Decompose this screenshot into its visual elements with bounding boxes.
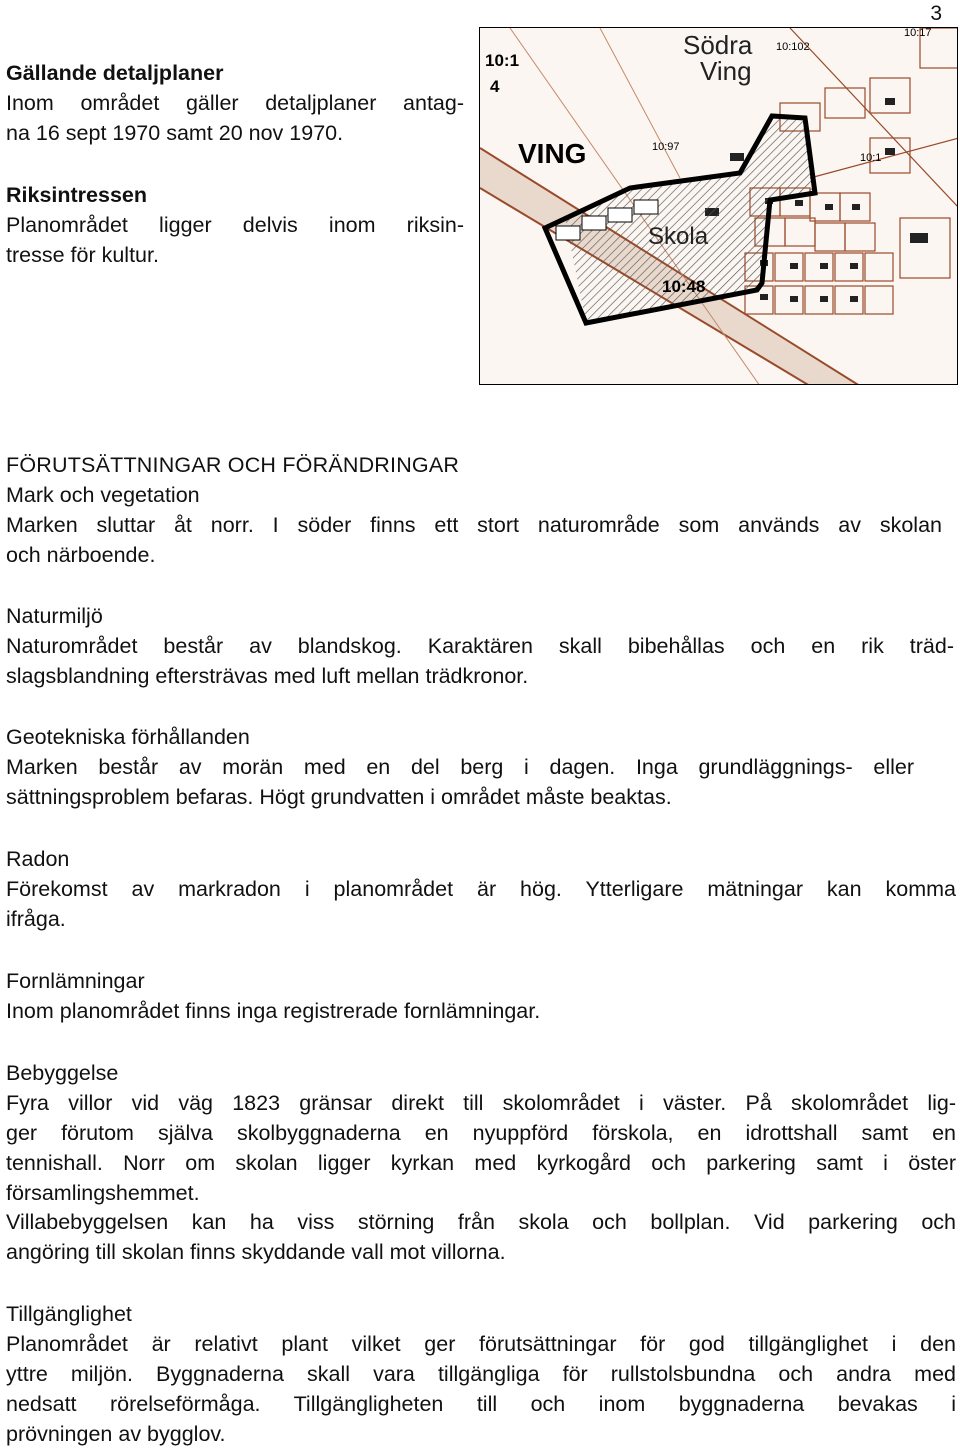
geoteknik-line: sättningsproblem befaras. Högt grundvatten i området måste beaktas.	[6, 785, 672, 809]
plan-map	[479, 27, 958, 385]
heading-detaljplaner: Gällande detaljplaner	[6, 61, 224, 85]
map-label-skola: Skola	[648, 223, 709, 250]
tillganglighet-line: prövningen av bygglov.	[6, 1422, 226, 1446]
bebyggelse-line: ger förutom själva skolbyggnaderna en nyuppförd förskola, en idrottshall samt en	[6, 1121, 956, 1145]
map-label-1048: 10:48	[662, 277, 706, 296]
map-label-101: 10:1	[485, 51, 520, 70]
tillganglighet-line: nedsatt rörelseförmåga. Tillgängligheten till och inom byggnaderna bevakas i	[6, 1392, 956, 1416]
bebyggelse-line: Villabebyggelsen kan ha viss störning från skola och bollplan. Vid parkering och	[6, 1210, 956, 1234]
geoteknik-line: Marken består av morän med en del berg i dagen. Inga grundläggnings- eller	[6, 755, 914, 779]
heading-mark: Mark och vegetation	[6, 483, 200, 507]
bebyggelse-line: angöring till skolan finns skyddande vall mot villorna.	[6, 1240, 506, 1264]
property-line	[600, 28, 680, 178]
heading-fornlamningar: Fornlämningar	[6, 969, 145, 993]
heading-bebyggelse: Bebyggelse	[6, 1061, 119, 1085]
page-number: 3	[930, 2, 942, 25]
bebyggelse-line: Fyra villor vid väg 1823 gränsar direkt till skolområdet i väster. På skolområdet lig-	[6, 1091, 956, 1115]
fornlamningar-line: Inom planområdet finns inga registrerade fornlämningar.	[6, 999, 541, 1023]
map-label-ving: VING	[518, 138, 587, 169]
radon-line: ifråga.	[6, 907, 66, 931]
map-label-ving-small: Ving	[700, 56, 752, 86]
heading-naturmiljo: Naturmiljö	[6, 604, 103, 628]
riksintressen-line: tresse för kultur.	[6, 243, 159, 267]
heading-riksintressen: Riksintressen	[6, 183, 148, 207]
detaljplaner-line: na 16 sept 1970 samt 20 nov 1970.	[6, 121, 344, 145]
mark-line: Marken sluttar åt norr. I söder finns ett stort naturområde som används av skolan	[6, 513, 942, 537]
map-label-1017: 10:17	[904, 28, 932, 39]
riksintressen-line: Planområdet ligger delvis inom riksin-	[6, 213, 464, 237]
radon-line: Förekomst av markradon i planområdet är hög. Ytterligare mätningar kan komma	[6, 877, 956, 901]
mark-line: och närboende.	[6, 543, 156, 567]
map-label-10102: 10:102	[776, 41, 810, 53]
naturmiljo-line: Naturområdet består av blandskog. Karaktären skall bibehållas och en rik träd-	[6, 634, 954, 658]
heading-forutsattningar: FÖRUTSÄTTNINGAR OCH FÖRÄNDRINGAR	[6, 453, 460, 477]
tillganglighet-line: yttre miljön. Byggnaderna skall vara tillgängliga för rullstolsbundna och andra med	[6, 1362, 956, 1386]
map-label-sodra: Södra	[683, 30, 753, 60]
bebyggelse-line: församlingshemmet.	[6, 1181, 200, 1205]
bebyggelse-line: tennishall. Norr om skolan ligger kyrkan med kyrkogård och parkering samt i öster	[6, 1151, 956, 1175]
heading-geoteknik: Geotekniska förhållanden	[6, 725, 250, 749]
map-label-10-1: 10:1	[860, 152, 882, 164]
naturmiljo-line: slagsblandning eftersträvas med luft mellan trädkronor.	[6, 664, 529, 688]
heading-tillganglighet: Tillgänglighet	[6, 1302, 132, 1326]
map-graphic	[480, 28, 958, 385]
detaljplaner-line: Inom området gäller detaljplaner antag-	[6, 91, 464, 115]
tillganglighet-line: Planområdet är relativt plant vilket ger förutsättningar för god tillgänglighet i den	[6, 1332, 956, 1356]
heading-radon: Radon	[6, 847, 70, 871]
map-label-4: 4	[490, 77, 500, 96]
map-label-1097: 10:97	[652, 141, 680, 153]
